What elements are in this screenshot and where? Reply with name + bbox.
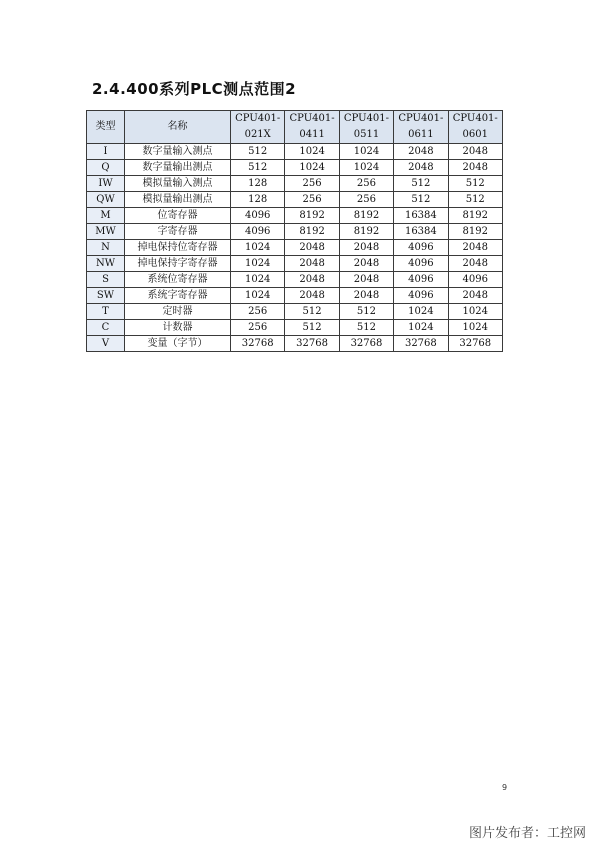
value-cell: 4096 (231, 224, 285, 240)
table-row (87, 144, 503, 160)
type-cell: QW (87, 192, 125, 208)
value-cell: 4096 (394, 272, 448, 288)
name-cell: 数字量输出测点 (125, 160, 231, 176)
value-cell: 512 (448, 192, 502, 208)
name-cell: 位寄存器 (125, 208, 231, 224)
value-cell: 4096 (394, 240, 448, 256)
value-cell: 512 (394, 176, 448, 192)
value-cell: 512 (339, 320, 393, 336)
value-cell: 128 (231, 192, 285, 208)
type-cell: C (87, 320, 125, 336)
header-model (448, 111, 502, 144)
table-row (87, 176, 503, 192)
value-cell: 512 (231, 144, 285, 160)
name-cell: 掉电保持字寄存器 (125, 256, 231, 272)
value-cell: 256 (231, 304, 285, 320)
value-cell: 1024 (448, 304, 502, 320)
header-model-line: CPU401- (343, 113, 390, 124)
type-cell: T (87, 304, 125, 320)
plc-point-range-table (86, 110, 503, 352)
value-cell: 2048 (394, 160, 448, 176)
table-row (87, 224, 503, 240)
value-cell: 32768 (394, 336, 448, 352)
value-cell: 32768 (285, 336, 339, 352)
value-cell: 16384 (394, 208, 448, 224)
value-cell: 32768 (231, 336, 285, 352)
table-row (87, 208, 503, 224)
value-cell: 2048 (339, 272, 393, 288)
value-cell: 1024 (231, 240, 285, 256)
value-cell: 2048 (285, 240, 339, 256)
value-cell: 2048 (285, 272, 339, 288)
value-cell: 4096 (394, 288, 448, 304)
value-cell: 8192 (339, 224, 393, 240)
type-cell: V (87, 336, 125, 352)
value-cell: 2048 (285, 256, 339, 272)
name-cell: 变量（字节） (125, 336, 231, 352)
type-cell: MW (87, 224, 125, 240)
table-row (87, 160, 503, 176)
value-cell: 256 (285, 176, 339, 192)
name-cell: 数字量输入测点 (125, 144, 231, 160)
type-cell: S (87, 272, 125, 288)
value-cell: 4096 (231, 208, 285, 224)
name-cell: 模拟量输出测点 (125, 192, 231, 208)
type-cell: SW (87, 288, 125, 304)
publisher-watermark: 图片发布者：工控网 (468, 826, 586, 841)
value-cell: 512 (448, 176, 502, 192)
value-cell: 1024 (448, 320, 502, 336)
value-cell: 8192 (285, 208, 339, 224)
table-row (87, 192, 503, 208)
table-row (87, 256, 503, 272)
value-cell: 2048 (448, 256, 502, 272)
value-cell: 2048 (448, 160, 502, 176)
value-cell: 8192 (285, 224, 339, 240)
type-cell: M (87, 208, 125, 224)
value-cell: 1024 (231, 256, 285, 272)
value-cell: 512 (394, 192, 448, 208)
header-model-line: CPU401- (235, 113, 281, 124)
value-cell: 2048 (448, 288, 502, 304)
value-cell: 2048 (285, 288, 339, 304)
name-cell: 计数器 (125, 320, 231, 336)
header-model-line: CPU401- (289, 113, 335, 124)
type-cell: NW (87, 256, 125, 272)
header-model-line: 0511 (353, 129, 380, 140)
type-cell: N (87, 240, 125, 256)
value-cell: 256 (231, 320, 285, 336)
value-cell: 512 (339, 304, 393, 320)
value-cell: 1024 (231, 272, 285, 288)
type-cell: I (87, 144, 125, 160)
page-number: 9 (502, 783, 508, 792)
header-type: 类型 (87, 111, 125, 144)
value-cell: 256 (339, 192, 393, 208)
header-model (339, 111, 393, 144)
value-cell: 1024 (231, 288, 285, 304)
table-header (87, 111, 503, 144)
value-cell: 256 (285, 192, 339, 208)
section-heading: 2.4.400系列PLC测点范围2 (92, 80, 297, 98)
value-cell: 2048 (394, 144, 448, 160)
header-model-line: CPU401- (452, 113, 498, 124)
value-cell: 2048 (448, 144, 502, 160)
table-row (87, 272, 503, 288)
header-row (87, 111, 503, 144)
header-model (285, 111, 339, 144)
header-model-line: 021X (244, 129, 271, 140)
type-cell: Q (87, 160, 125, 176)
name-cell: 定时器 (125, 304, 231, 320)
value-cell: 2048 (339, 288, 393, 304)
value-cell: 4096 (448, 272, 502, 288)
value-cell: 8192 (448, 224, 502, 240)
header-model-line: CPU401- (398, 113, 444, 124)
value-cell: 1024 (339, 144, 393, 160)
value-cell: 32768 (448, 336, 502, 352)
table-row (87, 336, 503, 352)
header-model (394, 111, 448, 144)
value-cell: 1024 (339, 160, 393, 176)
header-name: 名称 (125, 111, 231, 144)
table-body (87, 144, 503, 352)
header-model-line: 0411 (299, 129, 325, 140)
name-cell: 字寄存器 (125, 224, 231, 240)
value-cell: 512 (285, 320, 339, 336)
value-cell: 1024 (394, 320, 448, 336)
value-cell: 32768 (339, 336, 393, 352)
header-model-line: 0611 (408, 129, 434, 140)
value-cell: 8192 (339, 208, 393, 224)
value-cell: 512 (231, 160, 285, 176)
name-cell: 系统位寄存器 (125, 272, 231, 288)
value-cell: 1024 (285, 160, 339, 176)
value-cell: 2048 (448, 240, 502, 256)
value-cell: 8192 (448, 208, 502, 224)
value-cell: 1024 (394, 304, 448, 320)
table-row (87, 304, 503, 320)
header-model-line: 0601 (462, 129, 488, 140)
value-cell: 512 (285, 304, 339, 320)
value-cell: 2048 (339, 240, 393, 256)
table-row (87, 240, 503, 256)
value-cell: 16384 (394, 224, 448, 240)
value-cell: 1024 (285, 144, 339, 160)
value-cell: 2048 (339, 256, 393, 272)
name-cell: 模拟量输入测点 (125, 176, 231, 192)
name-cell: 掉电保持位寄存器 (125, 240, 231, 256)
name-cell: 系统字寄存器 (125, 288, 231, 304)
table-row (87, 288, 503, 304)
value-cell: 128 (231, 176, 285, 192)
type-cell: IW (87, 176, 125, 192)
value-cell: 256 (339, 176, 393, 192)
table-row (87, 320, 503, 336)
header-model (231, 111, 285, 144)
value-cell: 4096 (394, 256, 448, 272)
